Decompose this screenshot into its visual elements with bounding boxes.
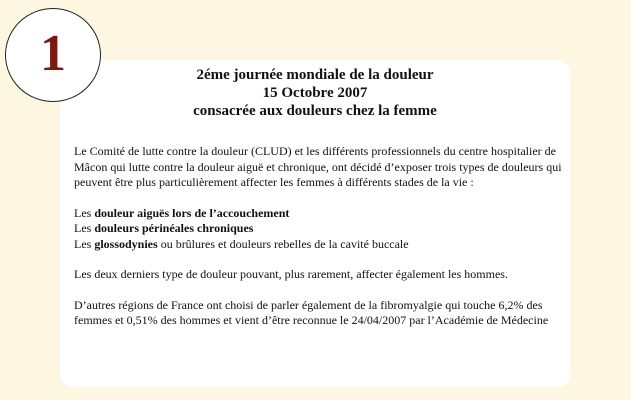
slide-title	[60, 66, 570, 120]
note-paragraph: Les deux derniers type de douleur pouvant, plus rarement, affecter également les hommes.	[74, 267, 508, 281]
list-item-prefix: Les	[74, 205, 95, 220]
spacer	[74, 191, 562, 206]
content-card	[60, 60, 570, 387]
title-line-2: 15 Octobre 2007	[262, 85, 368, 101]
slide-number: 1	[40, 25, 66, 82]
intro-paragraph: Le Comité de lutte contre la douleur (CLUD) et les différents professionnels du centre hospitalier de Mâcon qui lutte contre la douleur aiguë et chronique, ont décidé d’exposer trois types de douleurs qui peuvent être plus particulièrement affecter les femmes à différents stades de la vie :	[74, 144, 562, 189]
list-item-bold: glossodynies	[94, 236, 158, 251]
list-item	[74, 237, 562, 253]
spacer	[74, 283, 562, 298]
list-item-bold: douleur aiguës lors de l’accouchement	[94, 205, 290, 220]
closing-paragraph: D’autres régions de France ont choisi de parler également de la fibromyalgie qui touche 6,2% des femmes et 0,51% des hommes et vient d’être reconnue le 24/04/2007 par l’Académie de Médecine	[74, 297, 549, 327]
list-item	[74, 221, 562, 237]
body-text	[74, 144, 562, 329]
slide-number-badge	[5, 8, 101, 102]
list-item	[74, 206, 562, 222]
spacer	[74, 252, 562, 267]
title-line-3: consacrée aux douleurs chez la femme	[193, 103, 437, 119]
list-item-prefix: Les	[74, 221, 95, 235]
list-item-prefix: Les	[74, 236, 95, 251]
title-line-1: 2éme journée mondiale de la douleur	[196, 67, 434, 83]
list-item-bold: douleurs périnéales chroniques	[94, 221, 254, 235]
list-item-suffix: ou brûlures et douleurs rebelles de la cavité buccale	[157, 236, 409, 251]
